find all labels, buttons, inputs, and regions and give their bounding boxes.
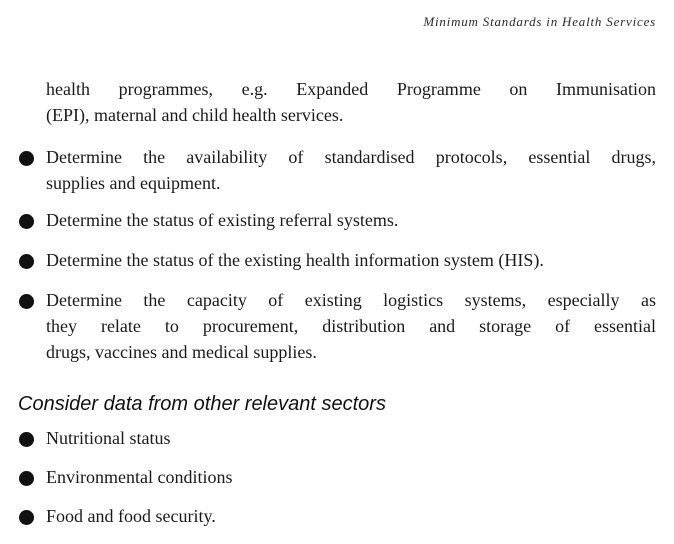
list-item-line: Determine the availability of standardised protocols, essential drugs, (46, 147, 656, 167)
bullet-icon (19, 214, 34, 229)
continuation-paragraph (46, 76, 656, 128)
bullet-icon (19, 151, 34, 166)
list-item-text (46, 207, 656, 233)
list-item-text (46, 247, 656, 273)
list-item-text (46, 287, 656, 365)
bullet-icon (19, 254, 34, 269)
continuation-line-1: health programmes, e.g. Expanded Programme on Immunisation (46, 79, 656, 99)
bullet-icon (19, 471, 34, 486)
bullet-icon (19, 432, 34, 447)
running-header: Minimum Standards in Health Services (423, 14, 656, 29)
list-item-text: Environmental conditions (46, 467, 233, 487)
list-item-line: Determine the capacity of existing logistics systems, especially as (46, 290, 656, 310)
list-item-text: Food and food security. (46, 506, 216, 526)
continuation-line-2: (EPI), maternal and child health services. (46, 105, 344, 125)
list-item-line: drugs, vaccines and medical supplies. (46, 342, 317, 362)
list-item-line: Determine the status of existing referral systems. (46, 210, 399, 230)
list-item-text (46, 144, 656, 196)
list-item-line: supplies and equipment. (46, 173, 221, 193)
section-heading: Consider data from other relevant sectors (18, 393, 386, 415)
list-item-line: they relate to procurement, distribution and storage of essential (46, 316, 656, 336)
list-item-text: Nutritional status (46, 428, 171, 448)
bullet-icon (19, 294, 34, 309)
list-item-line: Determine the status of the existing health information system (HIS). (46, 250, 544, 270)
bullet-icon (19, 510, 34, 525)
